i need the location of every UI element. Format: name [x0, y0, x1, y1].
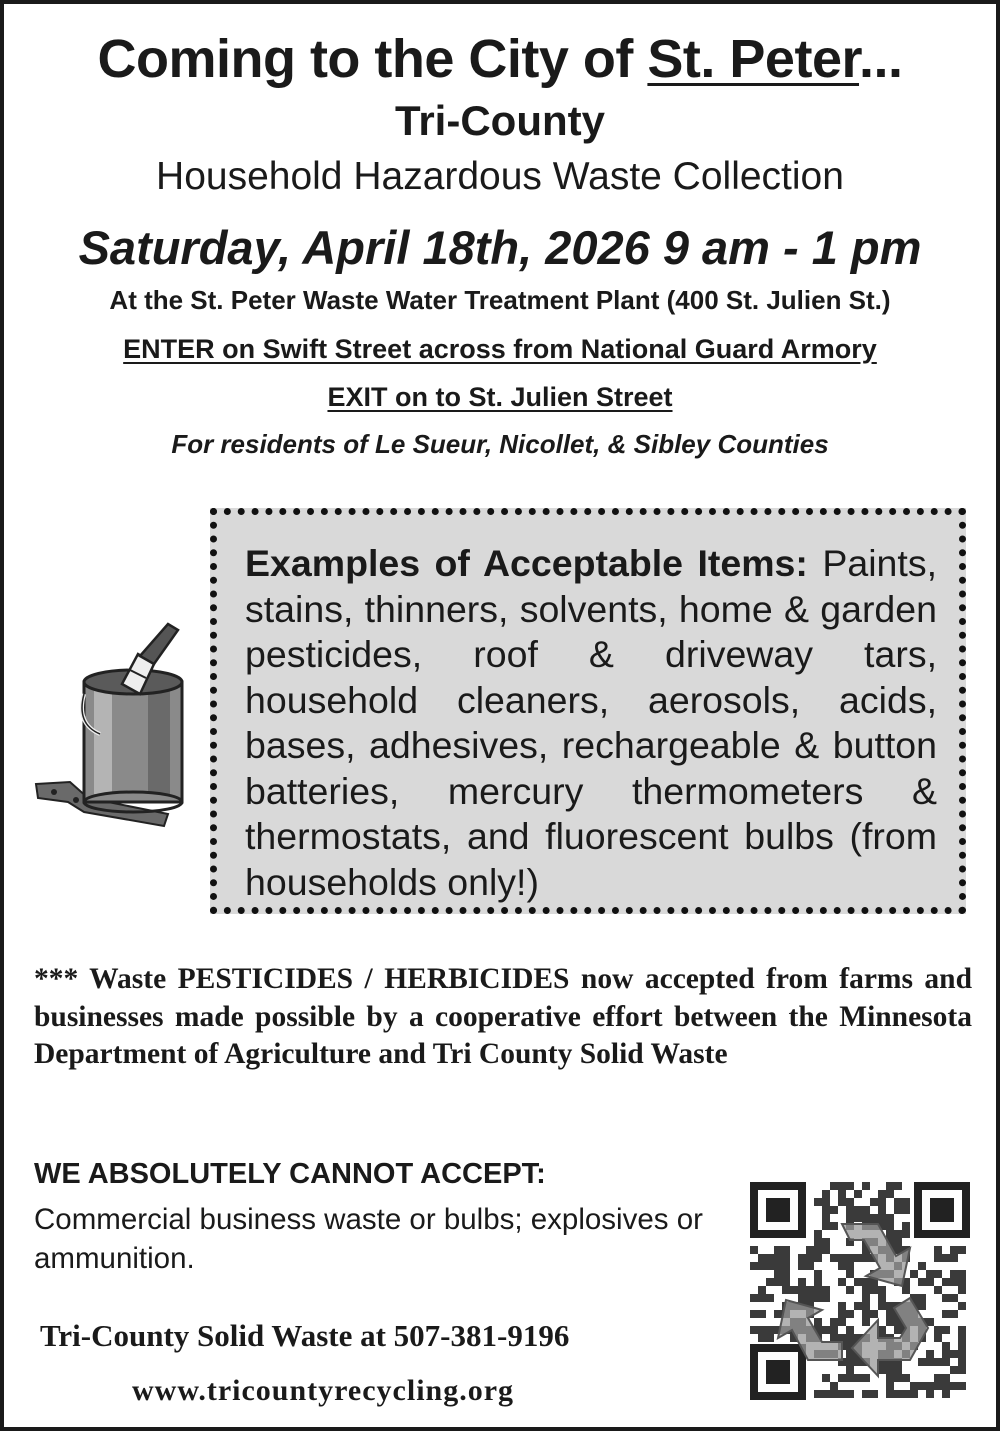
qr-module: [878, 1302, 886, 1310]
qr-module: [838, 1278, 846, 1286]
paint-can-icon: [30, 614, 190, 834]
qr-module: [942, 1294, 950, 1302]
acceptable-items-list: Paints, stains, thinners, solvents, home & garden pesticides, roof & driveway tars, household cleaners, aerosols, acids, bases, adhesives, rechargeable & button batteries, mercury thermometers & thermostats, and fluorescent bulbs (from households only!): [245, 542, 937, 903]
qr-module: [782, 1270, 790, 1278]
qr-module: [918, 1358, 926, 1366]
qr-module: [854, 1278, 862, 1286]
qr-module: [886, 1190, 894, 1198]
qr-module: [854, 1302, 862, 1310]
qr-module: [838, 1302, 846, 1310]
qr-module: [838, 1190, 846, 1198]
qr-module: [854, 1358, 862, 1366]
qr-module: [950, 1366, 958, 1374]
qr-module: [894, 1326, 902, 1334]
qr-module: [806, 1254, 814, 1262]
qr-module: [846, 1358, 854, 1366]
qr-module: [886, 1366, 894, 1374]
qr-module: [846, 1374, 854, 1382]
cannot-accept-text: Commercial business waste or bulbs; explosives or ammunition.: [34, 1203, 703, 1275]
qr-module: [958, 1382, 966, 1390]
qr-module: [958, 1246, 966, 1254]
qr-module: [886, 1382, 894, 1390]
qr-module: [806, 1246, 814, 1254]
qr-module: [830, 1254, 838, 1262]
qr-module: [894, 1366, 902, 1374]
qr-module: [814, 1238, 822, 1246]
qr-module: [870, 1198, 878, 1206]
qr-module: [942, 1254, 950, 1262]
qr-module: [822, 1326, 830, 1334]
qr-module: [862, 1302, 870, 1310]
qr-module: [886, 1310, 894, 1318]
qr-module: [766, 1334, 774, 1342]
qr-module: [822, 1374, 830, 1382]
enter-directions: ENTER on Swift Street across from National Guard Armory: [123, 334, 877, 364]
qr-module: [958, 1278, 966, 1286]
qr-module: [750, 1310, 758, 1318]
qr-module: [846, 1390, 854, 1398]
qr-module: [942, 1326, 950, 1334]
qr-module: [798, 1262, 806, 1270]
qr-module: [886, 1214, 894, 1222]
qr-module: [830, 1206, 838, 1214]
qr-module: [758, 1310, 766, 1318]
qr-module: [854, 1374, 862, 1382]
qr-module: [846, 1310, 854, 1318]
qr-module: [846, 1214, 854, 1222]
qr-module: [870, 1390, 878, 1398]
qr-module: [798, 1286, 806, 1294]
qr-module: [910, 1390, 918, 1398]
qr-module: [846, 1262, 854, 1270]
qr-module: [894, 1238, 902, 1246]
qr-module: [782, 1254, 790, 1262]
website-link[interactable]: www.tricountyrecycling.org: [132, 1374, 515, 1407]
qr-module: [790, 1286, 798, 1294]
qr-module: [750, 1262, 758, 1270]
qr-module: [958, 1270, 966, 1278]
qr-module: [758, 1254, 766, 1262]
qr-module: [766, 1262, 774, 1270]
qr-module: [902, 1206, 910, 1214]
qr-module: [758, 1262, 766, 1270]
qr-module: [838, 1262, 846, 1270]
qr-module: [838, 1182, 846, 1190]
qr-module: [878, 1214, 886, 1222]
qr-module: [846, 1326, 854, 1334]
qr-module: [942, 1342, 950, 1350]
qr-module: [958, 1326, 966, 1334]
qr-finder-bottom-left: [750, 1344, 806, 1400]
qr-module: [894, 1198, 902, 1206]
qr-module: [934, 1382, 942, 1390]
qr-module: [942, 1350, 950, 1358]
qr-module: [894, 1206, 902, 1214]
acceptable-items-heading: Examples of Acceptable Items:: [245, 542, 808, 584]
qr-module: [942, 1278, 950, 1286]
qr-module: [918, 1278, 926, 1286]
qr-module: [830, 1222, 838, 1230]
qr-module: [942, 1358, 950, 1366]
qr-module: [862, 1390, 870, 1398]
qr-module: [878, 1366, 886, 1374]
qr-module: [918, 1302, 926, 1310]
qr-module: [814, 1198, 822, 1206]
qr-module: [878, 1190, 886, 1198]
qr-module: [806, 1294, 814, 1302]
qr-module: [950, 1382, 958, 1390]
qr-module: [950, 1294, 958, 1302]
qr-module: [822, 1206, 830, 1214]
qr-module: [766, 1278, 774, 1286]
qr-module: [758, 1286, 766, 1294]
qr-module: [886, 1390, 894, 1398]
qr-module: [950, 1278, 958, 1286]
qr-module: [846, 1286, 854, 1294]
qr-module: [926, 1358, 934, 1366]
qr-module: [774, 1246, 782, 1254]
qr-module: [886, 1182, 894, 1190]
qr-module: [902, 1230, 910, 1238]
qr-module: [798, 1278, 806, 1286]
qr-module: [830, 1326, 838, 1334]
qr-module: [862, 1318, 870, 1326]
qr-module: [934, 1286, 942, 1294]
qr-module: [862, 1206, 870, 1214]
qr-module: [782, 1246, 790, 1254]
qr-module: [870, 1310, 878, 1318]
qr-code-icon: [746, 1178, 974, 1404]
cannot-accept-heading: WE ABSOLUTELY CANNOT ACCEPT:: [34, 1158, 546, 1190]
qr-module: [822, 1190, 830, 1198]
qr-module: [838, 1334, 846, 1342]
qr-module: [926, 1390, 934, 1398]
qr-finder-top-right: [914, 1182, 970, 1238]
qr-module: [822, 1198, 830, 1206]
qr-module: [822, 1390, 830, 1398]
qr-module: [838, 1318, 846, 1326]
qr-module: [766, 1294, 774, 1302]
headline: [4, 28, 996, 90]
qr-module: [814, 1230, 822, 1238]
qr-module: [774, 1278, 782, 1286]
qr-module: [942, 1310, 950, 1318]
qr-module: [750, 1326, 758, 1334]
qr-module: [950, 1254, 958, 1262]
qr-module: [830, 1382, 838, 1390]
headline-prefix: Coming to the City of: [97, 29, 648, 89]
qr-module: [838, 1310, 846, 1318]
qr-module: [918, 1294, 926, 1302]
qr-module: [814, 1246, 822, 1254]
qr-module: [902, 1222, 910, 1230]
qr-module: [862, 1278, 870, 1286]
qr-module: [814, 1286, 822, 1294]
qr-module: [822, 1294, 830, 1302]
qr-module: [846, 1206, 854, 1214]
qr-module: [814, 1278, 822, 1286]
qr-module: [774, 1262, 782, 1270]
qr-module: [958, 1350, 966, 1358]
qr-module: [830, 1318, 838, 1326]
qr-module: [942, 1390, 950, 1398]
qr-module: [766, 1254, 774, 1262]
qr-module: [846, 1198, 854, 1206]
qr-module: [958, 1366, 966, 1374]
qr-module: [846, 1270, 854, 1278]
qr-module: [886, 1374, 894, 1382]
qr-module: [862, 1182, 870, 1190]
qr-module: [886, 1318, 894, 1326]
qr-module: [894, 1390, 902, 1398]
qr-module: [846, 1350, 854, 1358]
qr-module: [870, 1214, 878, 1222]
qr-module: [870, 1286, 878, 1294]
qr-module: [830, 1334, 838, 1342]
qr-module: [838, 1390, 846, 1398]
qr-module: [862, 1254, 870, 1262]
exit-directions: EXIT on to St. Julien Street: [327, 382, 673, 412]
qr-module: [766, 1326, 774, 1334]
qr-module: [934, 1246, 942, 1254]
qr-module: [894, 1230, 902, 1238]
qr-module: [958, 1302, 966, 1310]
qr-module: [934, 1254, 942, 1262]
qr-module: [782, 1286, 790, 1294]
qr-module: [846, 1334, 854, 1342]
qr-module: [926, 1270, 934, 1278]
qr-module: [926, 1350, 934, 1358]
qr-module: [854, 1214, 862, 1222]
qr-module: [958, 1342, 966, 1350]
qr-module: [822, 1214, 830, 1222]
qr-module: [886, 1230, 894, 1238]
qr-finder-top-left: [750, 1182, 806, 1238]
qr-module: [814, 1254, 822, 1262]
qr-module: [878, 1198, 886, 1206]
qr-module: [822, 1246, 830, 1254]
qr-module: [942, 1374, 950, 1382]
qr-module: [902, 1198, 910, 1206]
qr-module: [950, 1350, 958, 1358]
qr-module: [774, 1270, 782, 1278]
qr-module: [926, 1278, 934, 1286]
qr-module: [910, 1382, 918, 1390]
headline-ellipsis: ...: [859, 29, 903, 89]
qr-module: [934, 1374, 942, 1382]
qr-module: [846, 1366, 854, 1374]
qr-module: [942, 1382, 950, 1390]
qr-module: [758, 1294, 766, 1302]
qr-module: [846, 1254, 854, 1262]
qr-module: [950, 1310, 958, 1318]
qr-module: [862, 1374, 870, 1382]
qr-module: [838, 1374, 846, 1382]
qr-module: [798, 1294, 806, 1302]
qr-module: [902, 1390, 910, 1398]
qr-module: [958, 1334, 966, 1342]
qr-module: [878, 1206, 886, 1214]
qr-module: [862, 1294, 870, 1302]
qr-module: [822, 1222, 830, 1230]
qr-module: [950, 1246, 958, 1254]
qr-module: [758, 1326, 766, 1334]
qr-module: [902, 1374, 910, 1382]
event-name: Household Hazardous Waste Collection: [156, 155, 844, 198]
qr-module: [958, 1358, 966, 1366]
qr-module: [814, 1318, 822, 1326]
acceptable-items-box: [210, 508, 966, 914]
qr-module: [934, 1326, 942, 1334]
qr-module: [878, 1326, 886, 1334]
qr-module: [830, 1390, 838, 1398]
event-location: At the St. Peter Waste Water Treatment Plant (400 St. Julien St.): [109, 285, 891, 315]
qr-module: [886, 1222, 894, 1230]
qr-module: [862, 1286, 870, 1294]
qr-module: [862, 1214, 870, 1222]
qr-module: [894, 1374, 902, 1382]
qr-module: [822, 1238, 830, 1246]
acceptable-items-text: [245, 541, 937, 905]
qr-module: [774, 1254, 782, 1262]
qr-module: [846, 1182, 854, 1190]
qr-module: [950, 1270, 958, 1278]
qr-module: [838, 1254, 846, 1262]
qr-module: [934, 1270, 942, 1278]
qr-module: [910, 1270, 918, 1278]
qr-module: [886, 1302, 894, 1310]
pesticides-note: *** Waste PESTICIDES / HERBICIDES now accepted from farms and businesses made possible by a cooperative effort between the Minnesota Department of Agriculture and Tri County Solid Waste: [34, 963, 972, 1070]
qr-module: [750, 1246, 758, 1254]
qr-module: [814, 1390, 822, 1398]
qr-module: [782, 1262, 790, 1270]
qr-module: [934, 1334, 942, 1342]
qr-module: [806, 1286, 814, 1294]
qr-module: [758, 1334, 766, 1342]
qr-module: [854, 1254, 862, 1262]
qr-module: [782, 1278, 790, 1286]
qr-module: [798, 1254, 806, 1262]
qr-module: [862, 1310, 870, 1318]
qr-module: [934, 1358, 942, 1366]
qr-module: [878, 1286, 886, 1294]
qr-module: [854, 1190, 862, 1198]
qr-module: [902, 1286, 910, 1294]
qr-module: [878, 1294, 886, 1302]
qr-module: [814, 1270, 822, 1278]
qr-module: [806, 1262, 814, 1270]
qr-module: [814, 1294, 822, 1302]
contact-phone: Tri-County Solid Waste at 507-381-9196: [40, 1318, 570, 1353]
event-date-time: Saturday, April 18th, 2026 9 am - 1 pm: [78, 221, 922, 274]
headline-city: St. Peter: [647, 29, 860, 89]
qr-module: [918, 1262, 926, 1270]
subtitle: Tri-County: [395, 97, 605, 144]
qr-module: [958, 1286, 966, 1294]
qr-module: [750, 1294, 758, 1302]
qr-module: [894, 1182, 902, 1190]
eligible-residents: For residents of Le Sueur, Nicollet, & Sibley Counties: [171, 429, 829, 459]
qr-module: [854, 1206, 862, 1214]
qr-module: [918, 1382, 926, 1390]
qr-module: [838, 1198, 846, 1206]
qr-module: [822, 1286, 830, 1294]
qr-module: [926, 1382, 934, 1390]
qr-module: [830, 1182, 838, 1190]
qr-module: [774, 1310, 782, 1318]
